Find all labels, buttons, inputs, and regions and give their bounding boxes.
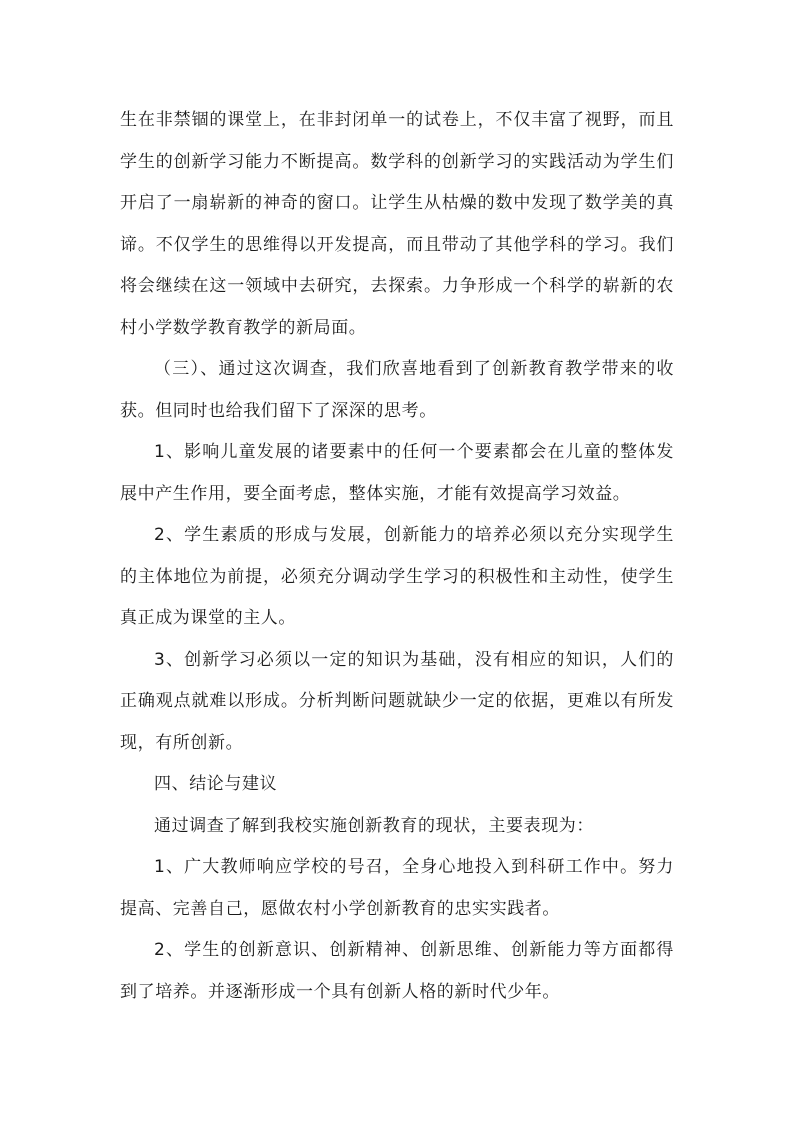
section-heading-conclusions: 四、结论与建议 [154,774,278,794]
paragraph-section-three-intro: （三）、通过这次调查，我们欣喜地看到了创新教育教学带来的收获。但同时也给我们留下了深深的思考。 [120,359,674,421]
paragraph-point-2: 2、学生素质的形成与发展，创新能力的培养必须以充分实现学生的主体地位为前提，必须充分调动学生学习的积极性和主动性，使学生真正成为课堂的主人。 [120,525,674,628]
document-body [120,100,674,1013]
paragraph-conclusion-1: 1、广大教师响应学校的号召，全身心地投入到科研工作中。努力提高、完善自己，愿做农村小学创新教育的忠实实践者。 [120,857,674,919]
paragraph-conclusion-2: 2、学生的创新意识、创新精神、创新思维、创新能力等方面都得到了培养。并逐渐形成一个具有创新人格的新时代少年。 [120,940,674,1002]
paragraph-point-1: 1、影响儿童发展的诸要素中的任何一个要素都会在儿童的整体发展中产生作用，要全面考虑，整体实施，才能有效提高学习效益。 [120,442,674,504]
paragraph-continuation: 生在非禁锢的课堂上，在非封闭单一的试卷上，不仅丰富了视野，而且学生的创新学习能力不断提高。数学科的创新学习的实践活动为学生们开启了一扇崭新的神奇的窗口。让学生从枯燥的数中发现了数学美的真谛。不仅学生的思维得以开发提高，而且带动了其他学科的学习。我们将会继续在这一领域中去研究，去探索。力争形成一个科学的崭新的农村小学数学教育教学的新局面。 [120,110,674,338]
paragraph-point-3: 3、创新学习必须以一定的知识为基础，没有相应的知识，人们的正确观点就难以形成。分析判断问题就缺少一定的依据，更难以有所发现，有所创新。 [120,649,674,753]
paragraph-survey-summary: 通过调查了解到我校实施创新教育的现状，主要表现为： [154,815,594,836]
